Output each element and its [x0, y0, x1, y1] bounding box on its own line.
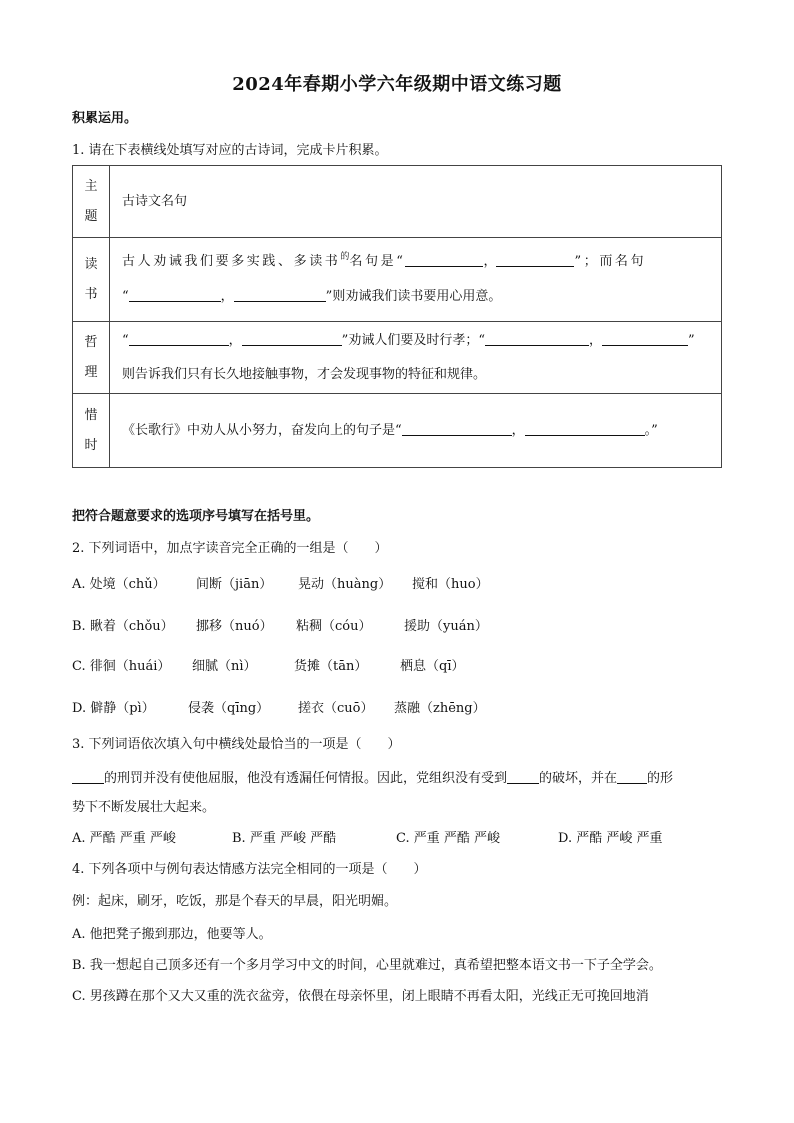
q4-option-a: A. 他把凳子搬到那边，他要等人。 — [72, 927, 272, 942]
question-1: 1. 请在下表横线处填写对应的古诗词，完成卡片积累。 — [72, 143, 388, 158]
theme-cell — [73, 322, 110, 394]
content-cell — [110, 394, 722, 468]
content-cell — [110, 238, 722, 322]
theme-char: 读 — [84, 256, 98, 272]
text-span: ， — [483, 254, 497, 269]
answer-blank[interactable] — [485, 331, 589, 346]
reading-line-2 — [122, 280, 709, 314]
q2-option-a-word-3: 晃动（huàng） — [298, 577, 392, 592]
theme-cell — [73, 166, 110, 238]
answer-blank[interactable] — [129, 331, 229, 346]
text-span: 名句是“ — [349, 254, 406, 269]
theme-char: 主 — [84, 178, 98, 194]
text-span: ”则劝诫我们读书要用心用意。 — [325, 289, 502, 304]
theme-char: 题 — [84, 208, 98, 224]
theme-cell — [73, 394, 110, 468]
q3-option-d: D. 严酷 严峻 严重 — [558, 831, 663, 846]
question-4: 4. 下列各项中与例句表达情感方法完全相同的一项是（ ） — [72, 862, 427, 877]
text-span: ， — [588, 332, 602, 348]
philosophy-line-2: 则告诉我们只有长久地接触事物，才会发现事物的特征和规律。 — [122, 366, 487, 382]
answer-blank[interactable] — [242, 331, 342, 346]
text-span: 的形 — [647, 771, 674, 786]
q3-option-a: A. 严酷 严重 严峻 — [72, 831, 176, 846]
theme-char: 惜 — [84, 407, 98, 423]
content-cell — [110, 322, 722, 394]
philosophy-line-1 — [122, 324, 709, 358]
q3-sentence-line-1 — [72, 769, 673, 788]
table-row — [73, 166, 722, 238]
theme-char: 理 — [84, 364, 98, 380]
table-row — [73, 238, 722, 322]
q3-option-b: B. 严重 严峻 严酷 — [232, 831, 337, 846]
table-row — [73, 322, 722, 394]
q2-option-d-word-1: D. 僻静（pì） — [72, 701, 155, 716]
text-span: 的破坏，并在 — [539, 771, 618, 786]
answer-blank[interactable] — [405, 252, 483, 267]
answer-blank[interactable] — [402, 421, 512, 436]
q4-option-c: C. 男孩蹲在那个又大又重的洗衣盆旁，依偎在母亲怀里，闭上眼睛不再看太阳，光线正无可挽回地消 — [72, 989, 649, 1004]
q4-option-b: B. 我一想起自己顶多还有一个多月学习中文的时间，心里就难过，真希望把整本语文书一下子全学会。 — [72, 958, 662, 973]
text-span: 的刑罚并没有使他屈服，他没有透漏任何情报。因此，党组织没有受到 — [104, 771, 508, 786]
table-row — [73, 394, 722, 468]
theme-char: 书 — [84, 286, 98, 302]
answer-blank[interactable] — [129, 287, 221, 302]
theme-char: 时 — [84, 437, 98, 453]
text-span: “ — [122, 289, 129, 304]
text-span: ”；而名句 — [574, 254, 647, 269]
answer-blank[interactable] — [72, 769, 104, 784]
q2-option-a-word-4: 搅和（huo） — [412, 577, 489, 592]
section-heading-choice: 把符合题意要求的选项序号填写在括号里。 — [72, 509, 320, 524]
text-span: 古人劝诫我们要多实践、多读书 — [122, 254, 341, 269]
q2-option-c-word-4: 栖息（qī） — [400, 659, 465, 674]
answer-blank[interactable] — [602, 331, 688, 346]
text-span: ” — [687, 332, 695, 348]
text-span: 。” — [644, 422, 658, 438]
q2-option-b-word-4: 援助（yuán） — [404, 619, 488, 634]
answer-blank[interactable] — [507, 769, 539, 784]
q2-option-b-word-2: 挪移（nuó） — [196, 619, 273, 634]
answer-blank[interactable] — [525, 421, 645, 436]
theme-cell — [73, 238, 110, 322]
poetry-card-table — [72, 165, 722, 468]
theme-char: 哲 — [84, 334, 98, 350]
q2-option-c-word-2: 细腻（nì） — [192, 659, 257, 674]
answer-blank[interactable] — [234, 287, 326, 302]
text-span: “ — [122, 332, 129, 348]
content-cell: 古诗文名句 — [110, 166, 722, 238]
text-span: 《长歌行》中劝人从小努力，奋发向上的句子是“ — [122, 422, 402, 438]
q2-option-d-word-4: 蒸融（zhēng） — [394, 701, 486, 716]
q3-option-c: C. 严重 严酷 严峻 — [396, 831, 501, 846]
text-span: ， — [228, 332, 242, 348]
q2-option-c-word-3: 货摊（tān） — [294, 659, 368, 674]
q2-option-d-word-3: 搓衣（cuō） — [298, 701, 374, 716]
q2-option-d-word-2: 侵袭（qīng） — [188, 701, 270, 716]
question-3: 3. 下列词语依次填入句中横线处最恰当的一项是（ ） — [72, 737, 401, 752]
text-span: ， — [511, 422, 525, 438]
q4-example: 例：起床，刷牙，吃饭，那是个春天的早晨，阳光明媚。 — [72, 894, 398, 909]
page-title: 2024年春期小学六年级期中语文练习题 — [232, 74, 562, 95]
question-2: 2. 下列词语中，加点字读音完全正确的一组是（ ） — [72, 541, 388, 556]
reading-line-1 — [122, 245, 709, 280]
text-span: 的 — [340, 252, 350, 262]
q2-option-a-word-2: 间断（jiān） — [196, 577, 273, 592]
text-span: ， — [220, 289, 234, 304]
answer-blank[interactable] — [617, 769, 647, 784]
text-span: ”劝诫人们要及时行孝；“ — [341, 332, 485, 348]
answer-blank[interactable] — [496, 252, 574, 267]
section-heading-accumulation: 积累运用。 — [72, 111, 138, 126]
q2-option-a-word-1: A. 处境（chǔ） — [72, 577, 166, 592]
q2-option-c-word-1: C. 徘徊（huái） — [72, 659, 171, 674]
q2-option-b-word-3: 粘稠（cóu） — [296, 619, 372, 634]
q3-sentence-line-2: 势下不断发展壮大起来。 — [72, 800, 216, 815]
q2-option-b-word-1: B. 瞅着（chǒu） — [72, 619, 174, 634]
